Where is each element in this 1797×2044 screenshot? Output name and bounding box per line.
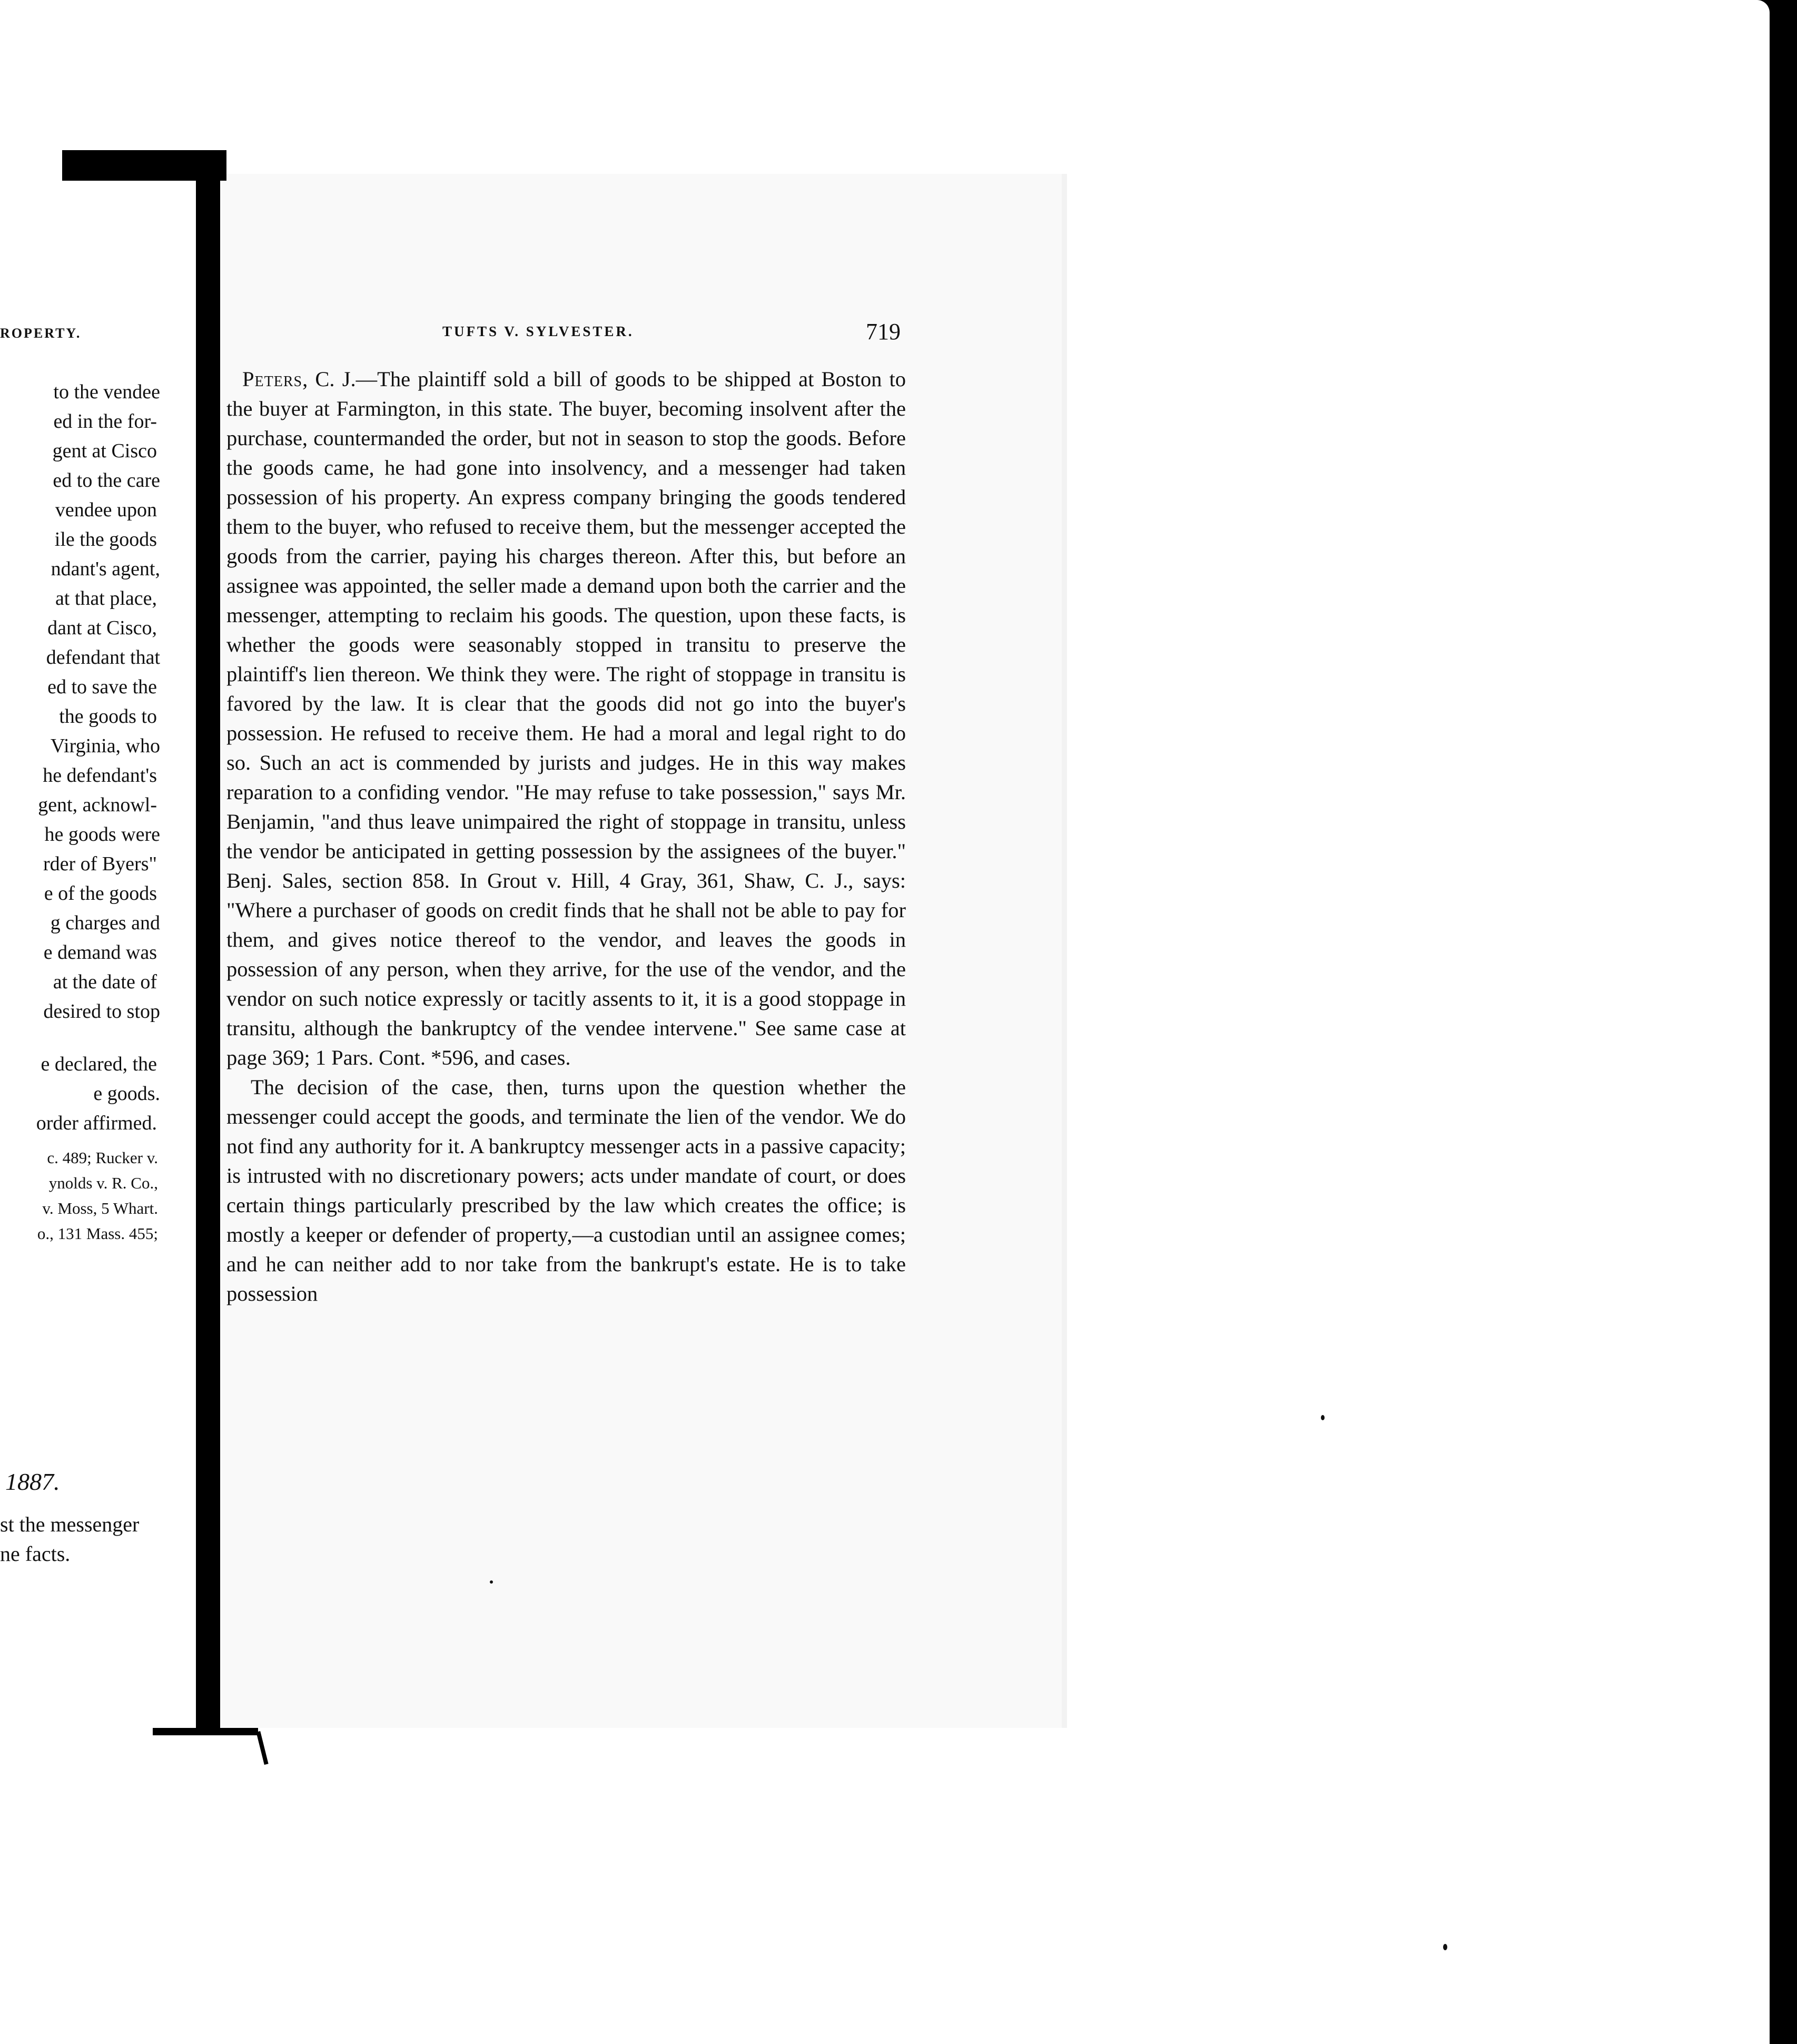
facing-page-line: at the date of	[53, 971, 157, 993]
facing-page-line: vendee upon	[55, 499, 157, 521]
scan-speck	[1321, 1415, 1325, 1420]
facing-page-line: gent at Cisco	[52, 440, 157, 462]
facing-bottom-line: st the messenger	[0, 1512, 140, 1536]
paragraph-1	[226, 365, 906, 1073]
running-title: TUFTS V. SYLVESTER.	[442, 323, 634, 339]
facing-page-line: e of the goods	[44, 882, 157, 905]
facing-page-line: the goods to	[59, 705, 157, 728]
paragraph-1-text: , C. J.—The plaintiff sold a bill of goods to be shipped at Boston to the buyer at Farmington, in this state. The buyer, becoming insolvent after the purchase, countermanded the order, but not in season to stop the goods. Before the goods came, he had gone into insolvency, and a messenger had taken possession of his property. An express company bringing the goods tendered them to the buyer, who refused to receive them, but the messenger accepted the goods from the carrier, paying his charges thereon. After this, but before an assignee was appointed, the seller made a demand upon both the carrier and the messenger, attempting to reclaim his goods. The question, upon these facts, is whether the goods were seasonably stopped in transitu to preserve the plaintiff's lien thereon. We think they were. The right of stoppage in transitu is favored by the law. It is clear that the goods did not go into the buyer's possession. He refused to receive them. He had a moral and legal right to do so. Such an act is commended by jurists and judges. He in this way makes reparation to a confiding vendor. "He may refuse to take possession," says Mr. Benjamin, "and thus leave unimpaired the right of stoppage in transitu, unless the vendor be anticipated in getting possession by the assignees of the buyer." Benj. Sales, section 858. In Grout v. Hill, 4 Gray, 361, Shaw, C. J., says: "Where a purchaser of goods on credit finds that he shall not be able to pay for them, and gives notice thereof to the vendor, and leaves the goods in possession of any person, when they arrive, for the use of the vendor, and the vendor on such notice expressly or tacitly assents to it, it is a good stoppage in transitu, although the bankruptcy of the vendee intervene." See same case at page 369; 1 Pars. Cont. *596, and cases.	[226, 367, 906, 1069]
facing-running-head: ROPERTY.	[0, 326, 82, 341]
facing-page-line: defendant that	[46, 646, 160, 669]
facing-page-line: at that place,	[55, 587, 157, 610]
facing-page-line: dant at Cisco,	[47, 617, 157, 639]
facing-page-line: ile the goods	[54, 528, 157, 551]
facing-page-line: e goods.	[93, 1083, 160, 1105]
page-number: 719	[866, 319, 901, 345]
page-header	[226, 320, 901, 347]
facing-page-line: gent, acknowl-	[38, 794, 157, 816]
facing-page-citation: v. Moss, 5 Whart.	[42, 1199, 158, 1217]
facing-page-line: to the vendee	[53, 381, 160, 403]
facing-page-line: order affirmed.	[36, 1112, 157, 1134]
page-clamp-stem	[196, 174, 220, 1733]
paragraph-2: The decision of the case, then, turns upon the question whether the messenger could accept the goods, and terminate the lien of the vendor. We do not find any authority for it. A bankruptcy messenger acts in a passive capacity; is intrusted with no discretionary powers; acts under mandate of court, or does certain things particularly prescribed by the law which creates the office; is mostly a keeper or defender of property,—a custodian until an assignee comes; and he can neither add to nor take from the bankrupt's estate. He is to take possession	[226, 1075, 906, 1305]
facing-page-line: he goods were	[44, 823, 160, 846]
facing-page-line: ndant's agent,	[51, 558, 160, 580]
facing-page	[0, 0, 190, 1791]
facing-page-citation: c. 489; Rucker v.	[47, 1148, 158, 1167]
facing-page-line: ed to save the	[47, 676, 157, 698]
facing-page-citation: ynolds v. R. Co.,	[48, 1174, 158, 1192]
page-clamp-base	[153, 1728, 258, 1735]
facing-page-line: e demand was	[43, 941, 157, 964]
facing-page-line: ed to the care	[53, 469, 160, 492]
facing-year: 1887.	[5, 1468, 60, 1495]
scanner-edge	[1770, 0, 1797, 2044]
facing-page-citation: o., 131 Mass. 455;	[37, 1224, 158, 1243]
facing-page-line: he defendant's	[43, 764, 157, 787]
facing-page-line: Virginia, who	[50, 735, 160, 757]
scan-speck	[1443, 1944, 1447, 1950]
judge-name: Peters	[242, 367, 303, 391]
page-body	[226, 365, 906, 1309]
facing-bottom-line: ne facts.	[0, 1542, 71, 1566]
scan-speck	[490, 1580, 493, 1584]
facing-page-line: ed in the for-	[53, 410, 157, 433]
facing-page-line: desired to stop	[43, 1000, 160, 1023]
facing-page-line: rder of Byers"	[43, 853, 157, 875]
facing-page-line: e declared, the	[41, 1053, 157, 1075]
facing-page-line: g charges and	[50, 912, 160, 934]
